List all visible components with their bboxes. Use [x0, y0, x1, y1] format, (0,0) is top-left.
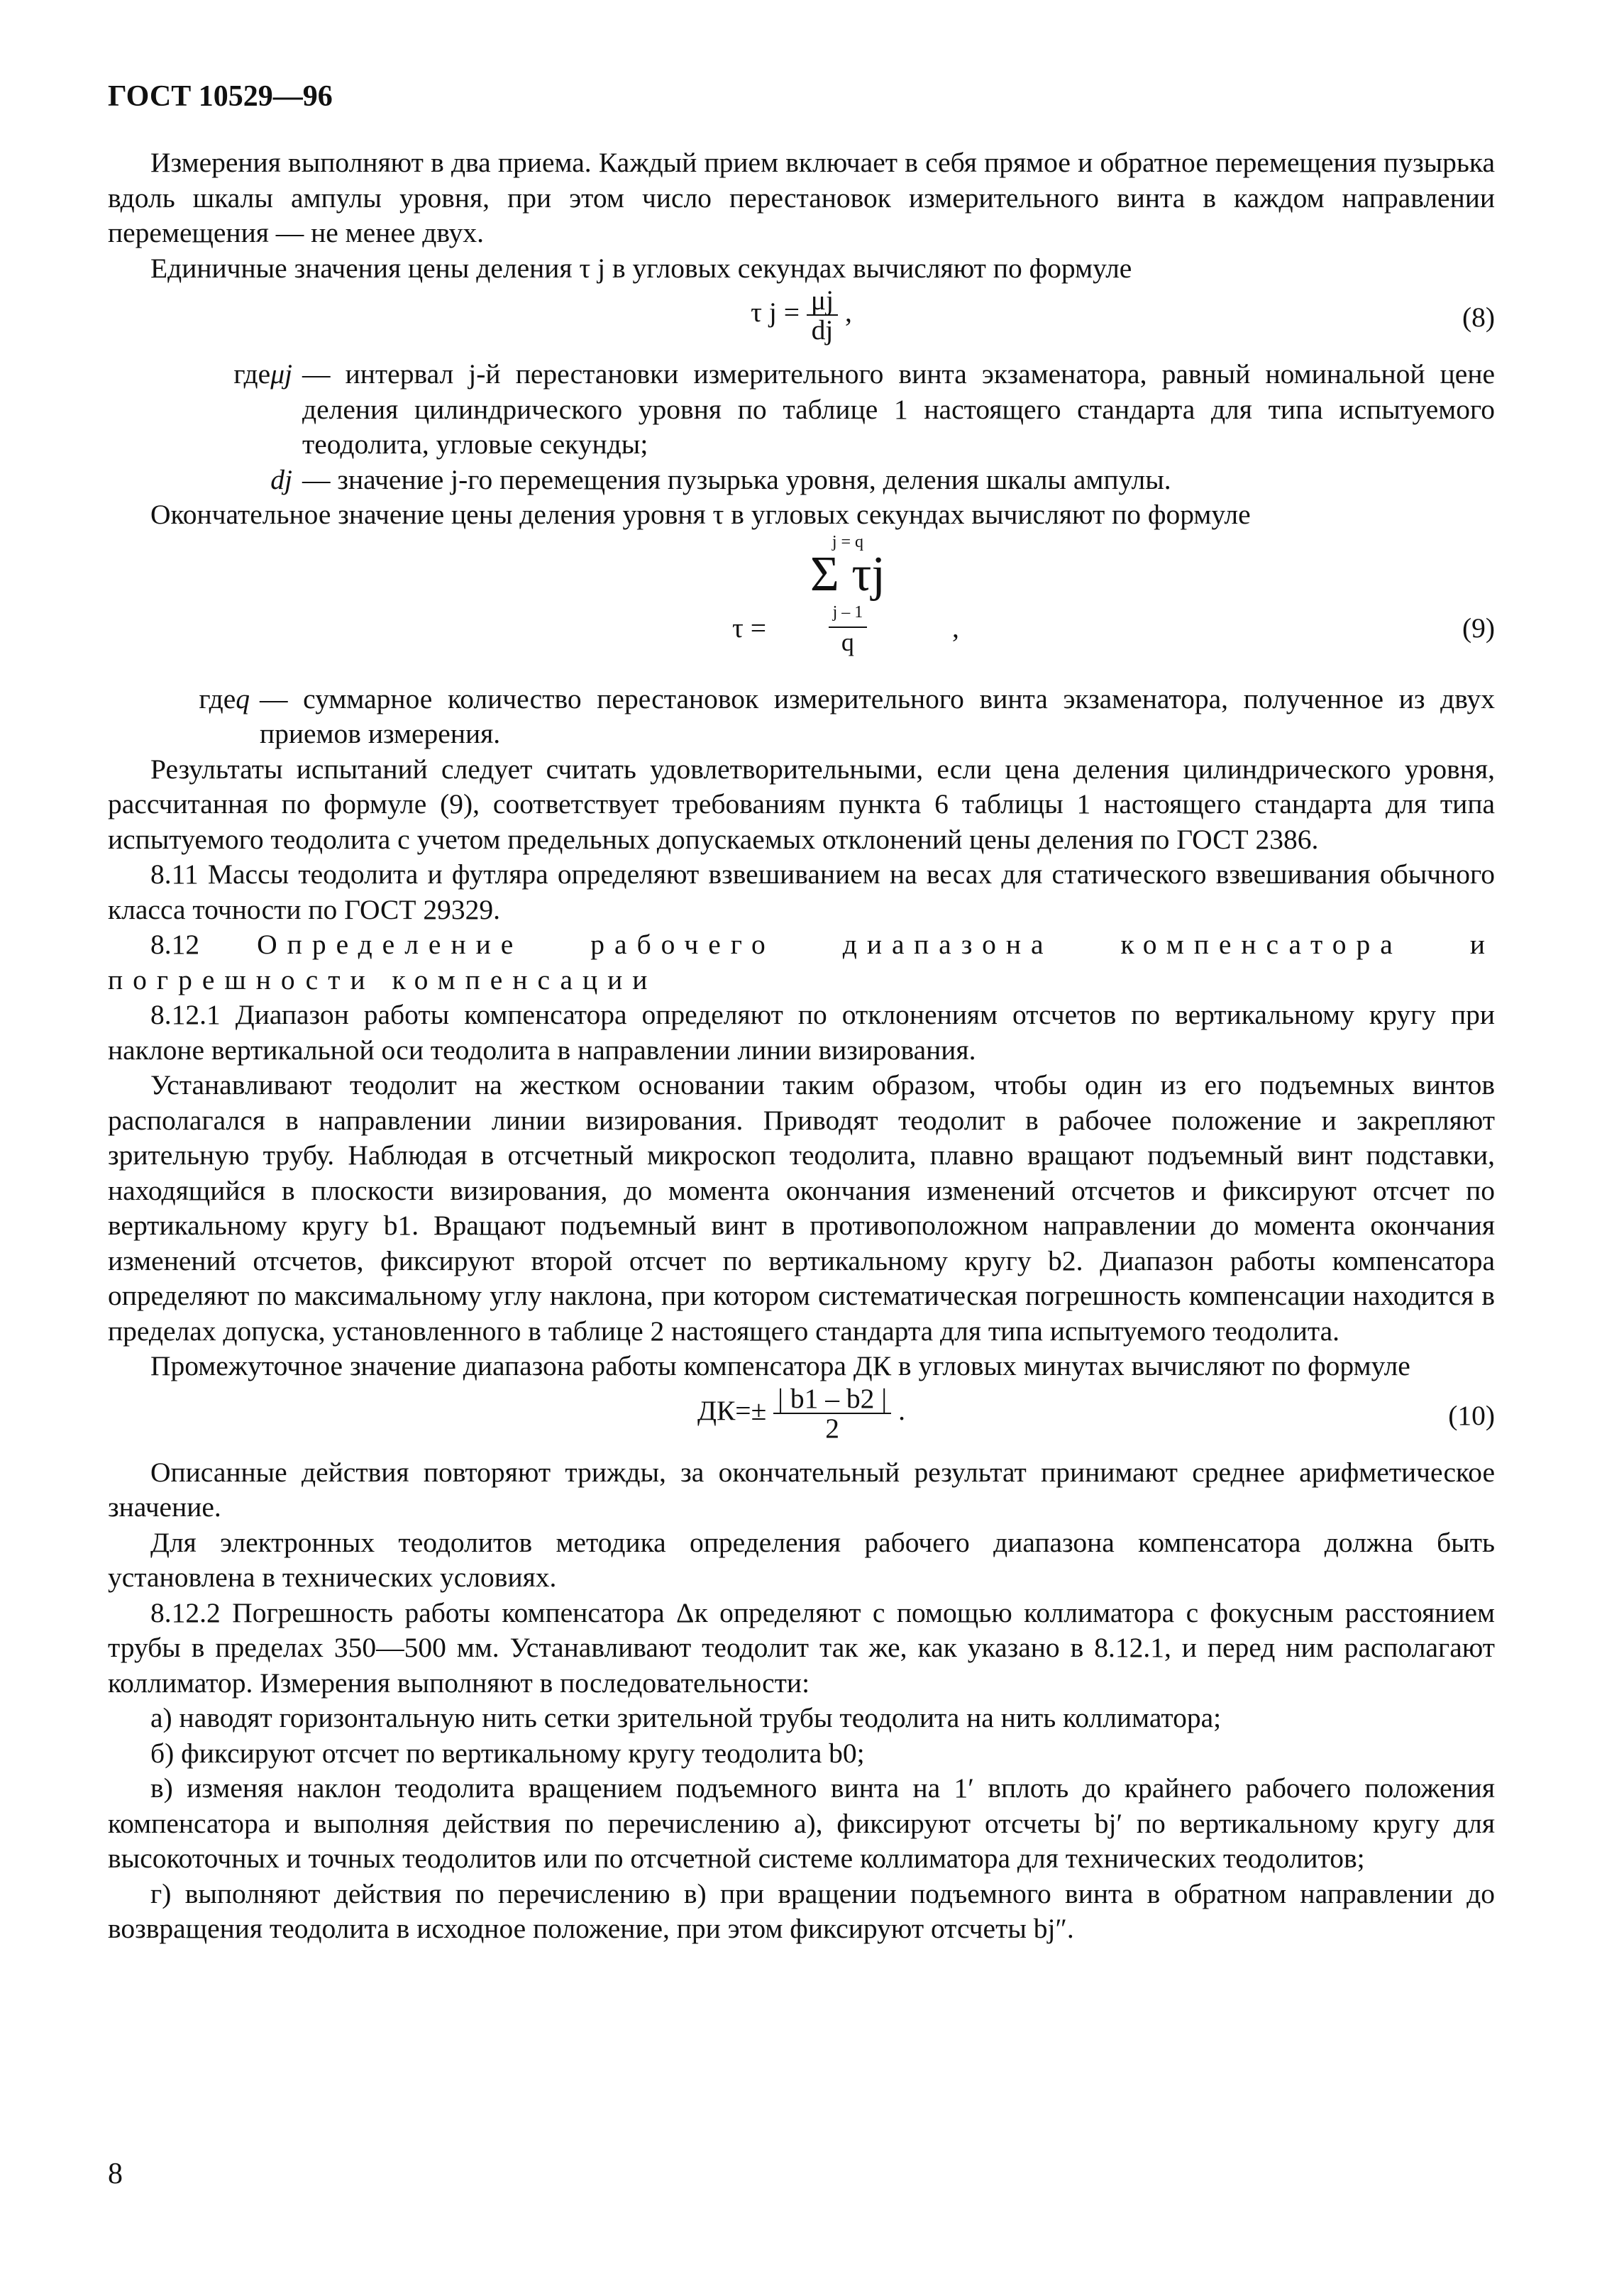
formula-8: τ j = $\frac{\mu j}{dj}$ , (8)	[751, 285, 1495, 346]
fraction-denominator: q	[841, 627, 854, 656]
sum-upper-limit: j = q	[832, 532, 864, 551]
formula-comma: ,	[952, 612, 959, 644]
sum-lower-limit: j – 1	[829, 598, 868, 628]
paragraph: 8.11 Массы теодолита и футляра определяют взвешиванием на весах для статического взвешивания обычного класса точности по ГОСТ 29329.	[108, 859, 1495, 925]
paragraph: Промежуточное значение диапазона работы компенсатора ДК в угловых минутах вычисляют по формуле	[150, 1350, 1410, 1381]
where-lead: где	[233, 358, 271, 390]
document-body	[108, 145, 1495, 1947]
paragraph: 8.12.1 Диапазон работы компенсатора определяют по отклонениям отсчетов по вертикальному кругу при наклоне вертикальной оси теодолита в направлении линии визирования.	[108, 999, 1495, 1066]
paragraph: Для электронных теодолитов методика определения рабочего диапазона компенсатора должна быть установлена в технических условиях.	[108, 1526, 1495, 1593]
paragraph: Описанные действия повторяют трижды, за окончательный результат принимают среднее арифметическое значение.	[108, 1456, 1495, 1523]
formula-fraction	[807, 286, 838, 344]
where-symbol: q	[236, 683, 250, 714]
formula-number: (8)	[1462, 302, 1495, 333]
formula-fraction	[829, 598, 868, 656]
fraction-numerator: | b1 – b2 |	[773, 1384, 891, 1414]
paragraph: Результаты испытаний следует считать удовлетворительными, если цена деления цилиндрического уровня, рассчитанная по формуле (9), соответствует требованиям пункта 6 таблицы 1 настоящего стандарта для типа испытуемого теодолита с учетом предельных допускаемых отклонений цены деления по ГОСТ 2386.	[108, 753, 1495, 855]
where-lead: где	[199, 683, 236, 714]
formula-lhs: τ =	[732, 612, 767, 644]
where-description: — значение j-го перемещения пузырька уровня, деления шкалы ампулы.	[302, 463, 1171, 495]
formula-lhs: τ j =	[751, 297, 800, 329]
formula-10: ДК=± $\frac{| b1 - b2 |}{2}$ . (10)	[697, 1382, 1495, 1444]
paragraph: Устанавливают теодолит на жестком основании таким образом, чтобы один из его подъемных винтов располагался в направлении линии визирования. Приводят теодолит в рабочее положение и закрепляют зрительную трубу. Наблюдая в отсчетный микроскоп теодолита, плавно вращают подъемный винт подставки, находящийся в плоскости визирования, до момента окончания изменений отсчетов и фиксируют отсчет по вертикальному кругу b1. Вращают подъемный винт в противоположном направлении до момента окончания изменений отсчетов, фиксируют второй отсчет по вертикальному кругу b2. Диапазон работы компенсатора определяют по максимальному углу наклона, при котором систематическая погрешность компенсации находится в пределах допуска, установленного в таблице 2 настоящего стандарта для типа испытуемого теодолита.	[108, 1069, 1495, 1347]
paragraph: Окончательное значение цены деления уровня τ в угловых секундах вычисляют по формуле	[150, 499, 1251, 530]
paragraph: 8.12.2 Погрешность работы компенсатора Δк определяют с помощью коллиматора с фокусным расстоянием трубы в пределах 350—500 мм. Устанавливают теодолит так же, как указано в 8.12.1, и перед ним располагают коллиматор. Измерения выполняют в последовательности:	[108, 1596, 1495, 1699]
sum-expression	[810, 533, 885, 656]
where-symbol: μj	[270, 358, 292, 390]
where-item	[108, 682, 1495, 752]
list-item: г) выполняют действия по перечислению в) при вращении подъемного винта в обратном направлении до возвращения теодолита в исходное положение, при этом фиксируют отсчеты bj″.	[108, 1877, 1495, 1944]
document-header: ГОСТ 10529—96	[108, 80, 333, 113]
paragraph: Единичные значения цены деления τ j в угловых секундах вычисляют по формуле	[150, 252, 1132, 284]
formula-lhs: ДК=±	[697, 1394, 767, 1426]
where-description: — суммарное количество перестановок измерительного винта экзаменатора, полученное из двух приемов измерения.	[260, 683, 1495, 749]
page-number: 8	[108, 2158, 123, 2190]
fraction-denominator: dj	[811, 314, 834, 346]
where-symbol: dj	[270, 463, 292, 495]
section-title: Определение рабочего диапазона компенсатора и погрешности компенсации	[108, 929, 1495, 995]
formula-fraction	[773, 1384, 891, 1442]
formula-9	[108, 533, 1495, 682]
list-item: б) фиксируют отсчет по вертикальному кругу теодолита b0;	[150, 1737, 865, 1769]
where-item	[108, 357, 1495, 463]
formula-number: (9)	[1462, 612, 1495, 644]
sum-symbol: Σ τj	[810, 546, 885, 602]
list-item: в) изменяя наклон теодолита вращением подъемного винта на 1′ вплоть до крайнего рабочего положения компенсатора и выполняя действия по перечислению а), фиксируют отсчеты bj′ по вертикальному кругу для высокоточных и точных теодолитов или по отсчетной системе коллиматора для технических теодолитов;	[108, 1772, 1495, 1874]
section-number: 8.12	[150, 929, 200, 960]
section-heading	[108, 927, 1495, 998]
fraction-denominator: 2	[825, 1412, 840, 1444]
fraction-numerator: μj	[807, 286, 838, 316]
paragraph: Измерения выполняют в два приема. Каждый прием включает в себя прямое и обратное перемещения пузырька вдоль шкалы ампулы уровня, при этом число перестановок измерительного винта в каждом направлении перемещения — не менее двух.	[108, 147, 1495, 248]
formula-number: (10)	[1448, 1399, 1495, 1431]
list-item: а) наводят горизонтальную нить сетки зрительной трубы теодолита на нить коллиматора;	[150, 1702, 1222, 1733]
where-item	[108, 463, 1495, 498]
where-description: — интервал j-й перестановки измерительного винта экзаменатора, равный номинальной цене деления цилиндрического уровня по таблице 1 настоящего стандарта для типа испытуемого теодолита, угловые секунды;	[302, 358, 1495, 460]
